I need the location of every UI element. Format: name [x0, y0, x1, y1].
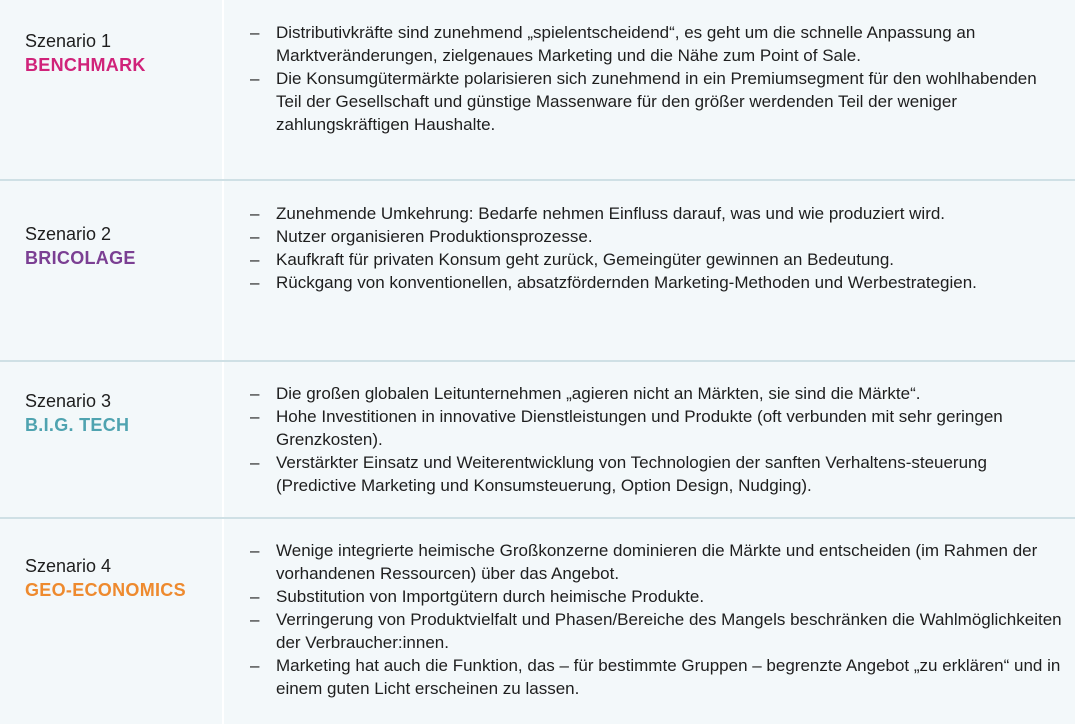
dash-marker: –: [250, 610, 260, 629]
scenario-description-cell: [224, 519, 1075, 724]
bullet-text: Substitution von Importgütern durch heimische Produkte.: [276, 587, 705, 606]
bullet-list: [250, 21, 1065, 136]
bullet-text: Wenige integrierte heimische Großkonzerne dominieren die Märkte und entscheiden (im Rahmen der vorhandenen Ressourcen) über das Angebot.: [276, 541, 1038, 583]
dash-marker: –: [250, 384, 260, 403]
scenario-heading-cell: [0, 519, 224, 724]
scenario-name: B.I.G. TECH: [25, 415, 130, 435]
dash-marker: –: [250, 453, 260, 472]
bullet-text: Die Konsumgütermärkte polarisieren sich zunehmend in ein Premiumsegment für den wohlhabenden Teil der Gesellschaft und günstige Massenware für den größer werdenden Teil der weniger zahlungskräftigen Haushalte.: [276, 69, 1037, 134]
scenario-row-3: [0, 362, 1075, 519]
bullet-text: Marketing hat auch die Funktion, das – für bestimmte Gruppen – begrenzte Angebot „zu erklären“ und in einem guten Licht erscheinen zu lassen.: [276, 656, 1061, 698]
scenario-heading-cell: [0, 0, 224, 179]
bullet-list: [250, 202, 1065, 294]
list-item: [250, 539, 1065, 585]
list-item: [250, 248, 1065, 271]
list-item: [250, 271, 1065, 294]
scenario-name: GEO-ECONOMICS: [25, 580, 186, 600]
dash-marker: –: [250, 23, 260, 42]
bullet-list: [250, 382, 1065, 497]
list-item: [250, 225, 1065, 248]
scenario-description-cell: [224, 362, 1075, 517]
scenario-description-cell: [224, 181, 1075, 360]
bullet-text: Distributivkräfte sind zunehmend „spielentscheidend“, es geht um die schnelle Anpassung an Marktveränderungen, zielgenaues Marketing und die Nähe zum Point of Sale.: [276, 23, 976, 65]
bullet-text: Rückgang von konventionellen, absatzfördernden Marketing-Methoden und Werbestrategien.: [276, 273, 977, 292]
bullet-text: Hohe Investitionen in innovative Dienstleistungen und Produkte (oft verbunden mit sehr geringen Grenzkosten).: [276, 407, 1003, 449]
list-item: [250, 405, 1065, 451]
bullet-text: Verstärkter Einsatz und Weiterentwicklung von Technologien der sanften Verhaltens-steuerung (Predictive Marketing und Konsumsteuerung, Option Design, Nudging).: [276, 453, 987, 495]
list-item: [250, 451, 1065, 497]
dash-marker: –: [250, 656, 260, 675]
dash-marker: –: [250, 204, 260, 223]
scenario-name: BRICOLAGE: [25, 248, 136, 268]
dash-marker: –: [250, 407, 260, 426]
scenario-heading-cell: [0, 362, 224, 517]
dash-marker: –: [250, 273, 260, 292]
list-item: [250, 654, 1065, 700]
dash-marker: –: [250, 587, 260, 606]
scenario-label: Szenario 4: [25, 556, 112, 576]
scenario-row-2: [0, 181, 1075, 362]
scenario-row-1: [0, 0, 1075, 181]
list-item: [250, 202, 1065, 225]
bullet-text: Die großen globalen Leitunternehmen „agieren nicht an Märkten, sie sind die Märkte“.: [276, 384, 921, 403]
dash-marker: –: [250, 227, 260, 246]
dash-marker: –: [250, 250, 260, 269]
bullet-text: Zunehmende Umkehrung: Bedarfe nehmen Einfluss darauf, was und wie produziert wird.: [276, 204, 946, 223]
dash-marker: –: [250, 69, 260, 88]
scenario-heading-cell: [0, 181, 224, 360]
list-item: [250, 21, 1065, 67]
list-item: [250, 608, 1065, 654]
bullet-text: Kaufkraft für privaten Konsum geht zurück, Gemeingüter gewinnen an Bedeutung.: [276, 250, 895, 269]
bullet-list: [250, 539, 1065, 700]
scenario-description-cell: [224, 0, 1075, 179]
dash-marker: –: [250, 541, 260, 560]
list-item: [250, 67, 1065, 136]
scenario-name: BENCHMARK: [25, 55, 146, 75]
scenario-label: Szenario 1: [25, 31, 112, 51]
scenario-row-4: [0, 519, 1075, 724]
list-item: [250, 585, 1065, 608]
scenario-label: Szenario 2: [25, 224, 112, 244]
bullet-text: Nutzer organisieren Produktionsprozesse.: [276, 227, 593, 246]
bullet-text: Verringerung von Produktvielfalt und Phasen/Bereiche des Mangels beschränken die Wahlmöglichkeiten der Verbraucher:innen.: [276, 610, 1062, 652]
scenario-label: Szenario 3: [25, 391, 112, 411]
list-item: [250, 382, 1065, 405]
